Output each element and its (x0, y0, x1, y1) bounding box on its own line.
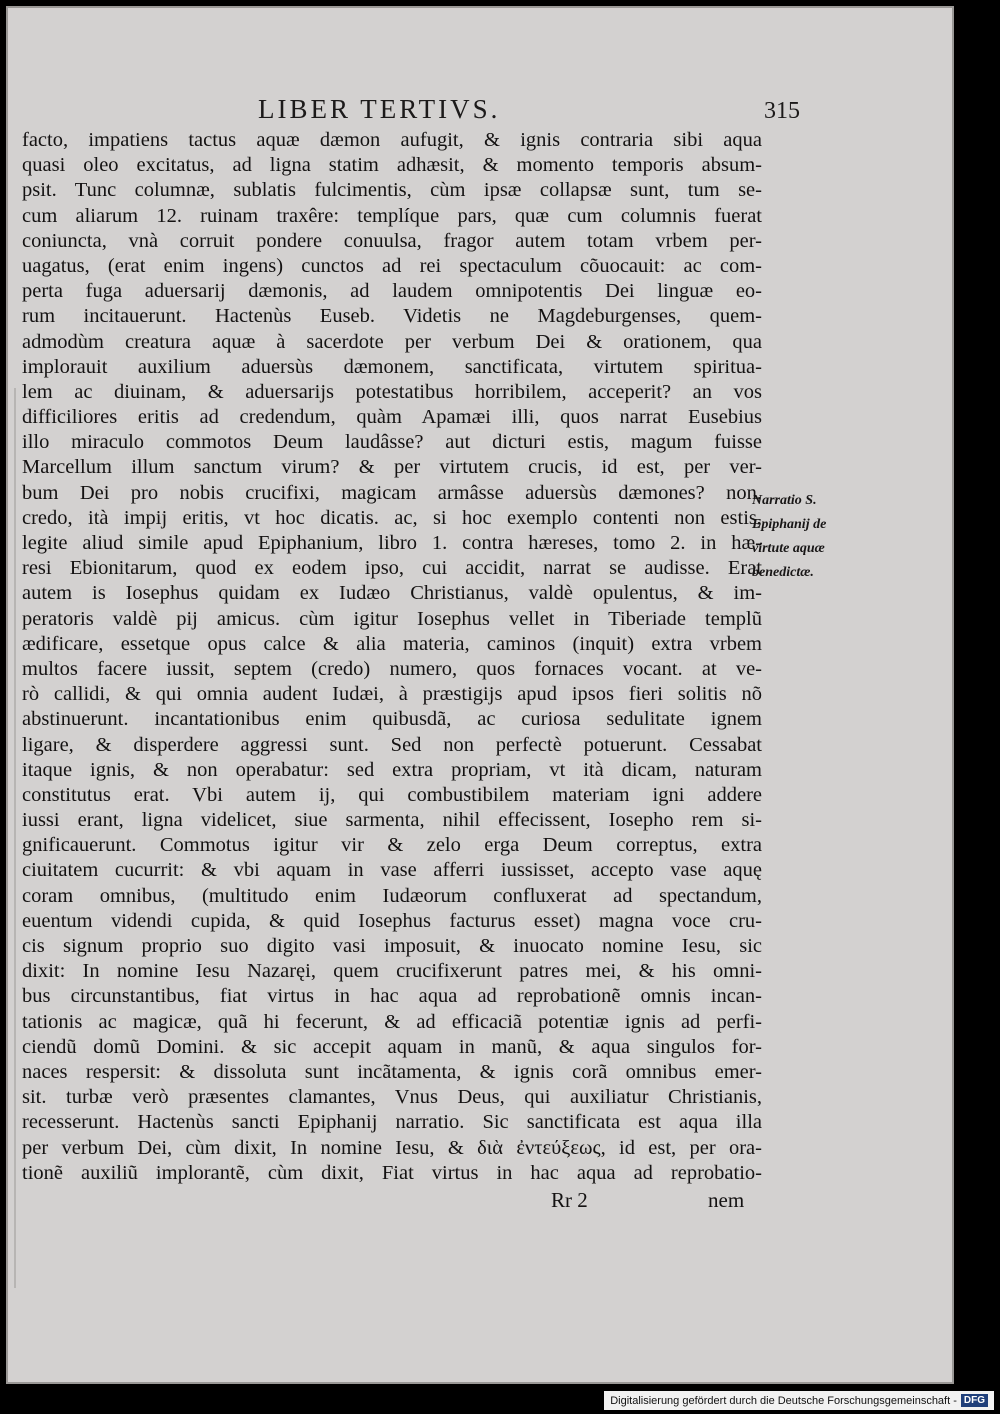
text-line: lem ac diuinam, & aduersarijs potestatibus horribilem, acceperit? an vos (22, 380, 762, 403)
text-line: coniuncta, vnà corruit pondere conuulsa, fragor autem totam vrbem per- (22, 229, 762, 252)
text-line: perta fuga aduersarij dæmonis, ad laudem omnipotentis Dei linguæ eo- (22, 280, 762, 303)
margin-note (752, 489, 862, 585)
running-header: LIBER TERTIVS. (258, 94, 501, 124)
text-line: sit. turbæ verò præsentes clamantes, Vnus Deus, qui auxiliatur Christianis, (22, 1086, 762, 1109)
text-line: itaque ignis, & non operabatur: sed extra propriam, vt ità dicam, naturam (22, 758, 762, 781)
text-line: quasi oleo excitatus, ad ligna statim adhæsit, & momento temporis absum- (22, 154, 762, 177)
text-line: naces respersit: & dissoluta sunt incãtamenta, & ignis corã omnibus emer- (22, 1060, 762, 1083)
text-line: implorauit auxilium aduersùs dæmonem, sanctificata, virtutem spiritua- (22, 355, 762, 378)
text-line: iussi erant, ligna videlicet, siue sarmenta, nihil effecissent, Iosepho rem si- (22, 809, 762, 832)
margin-note-line: benedictæ. (752, 565, 814, 580)
text-line: rò callidi, & qui omnia audent Iudæi, à præstigijs apud ipsos fieri solitis nõ (22, 683, 762, 706)
funding-text: Digitalisierung gefördert durch die Deutsche Forschungsgemeinschaft - (610, 1394, 957, 1407)
text-line: cis signum proprio suo digito vasi imposuit, & inuocato nomine Iesu, sic (22, 935, 762, 957)
text-line: coram omnibus, (multitudo enim Iudæorum confluxerat ad spectandum, (22, 884, 762, 907)
text-line: dixit: In nomine Iesu Nazaręi, quem crucifixerunt patres mei, & his omni- (22, 960, 762, 983)
text-line: uagatus, (erat enim ingens) cunctos ad rei spectaculum cõuocauit: ac com- (22, 254, 762, 277)
text-line: recesserunt. Hactenùs sancti Epiphanij narratio. Sic sanctificata est aqua illa (22, 1111, 762, 1134)
text-line: ædificare, essetque opus calce & alia materia, caminos (inquit) extra vrbem (22, 632, 762, 655)
text-line: difficiliores eritis ad credendum, quàm Apamæi illi, quos narrat Eusebius (22, 406, 762, 429)
text-line: peratoris valdè pij amicus. cùm igitur Iosephus vellet in Tiberiade templũ (22, 607, 762, 630)
text-line: Marcellum illum sanctum virum? & per virtutem crucis, id est, per ver- (22, 456, 762, 479)
text-line: bum Dei pro nobis crucifixi, magicam armâsse aduersùs dæmones? non, (22, 481, 762, 504)
catchword: nem (708, 1188, 745, 1212)
text-line: psit. Tunc columnæ, sublatis fulcimentis, cùm ipsæ collapsæ sunt, tum se- (22, 179, 762, 202)
text-line: autem is Iosephus quidam ex Iudæo Christianus, valdè opulentus, & im- (22, 582, 762, 605)
text-line: tationis ac magicæ, quã hi fecerunt, & ad efficaciã potentiæ ignis ad perfi- (22, 1010, 762, 1033)
book-page (6, 6, 954, 1384)
text-line: constitutus erat. Vbi autem ij, qui combustibilem materiam igni addere (22, 783, 762, 806)
text-line: abstinuerunt. incantationibus enim quibusdã, ac curiosa sedulitate ignem (22, 708, 762, 731)
body-text (22, 128, 762, 1186)
text-line: credo, ità impij eritis, vt hoc dicatis. ac, si hoc exemplo contenti non estis, (22, 506, 762, 529)
text-line: cum aliarum 12. ruinam traxêre: templíque pars, quæ cum columnis fuerat (22, 204, 762, 227)
text-line: tionẽ auxiliũ implorantẽ, cùm dixit, Fiat virtus in hac aqua ad reprobatio- (22, 1161, 762, 1184)
text-line: gnificauerunt. Commotus igitur vir & zelo erga Deum correptus, extra (22, 834, 762, 857)
text-line: rum incitauerunt. Hactenùs Euseb. Videtis ne Magdeburgenses, quem- (22, 305, 762, 328)
text-line: ciendũ domũ Domini. & sic accepit aquam in manũ, & aqua singulos for- (22, 1035, 762, 1058)
text-line: ciuitatem cucurrit: & vbi aquam in vase afferri iussisset, accepto vase aquę (22, 859, 762, 882)
text-line: resi Ebionitarum, quod ex eodem ipso, cui accidit, narrat se audisse. Erat (22, 557, 762, 580)
margin-note-line: virtute aquæ (752, 541, 825, 556)
text-line: euentum videndi cupida, & quid Iosephus facturus esset) magna voce cru- (22, 909, 762, 932)
binding-edge (14, 388, 16, 1288)
text-line: legite aliud simile apud Epiphanium, libro 1. contra hæreses, tomo 2. in hæ- (22, 532, 762, 554)
text-line: illo miraculo commotos Deum laudâsse? aut dicturi estis, magum fuisse (22, 431, 762, 454)
text-line: bus circunstantibus, fiat virtus in hac aqua ad reprobationẽ omnis incan- (22, 985, 762, 1008)
page-number: 315 (764, 98, 800, 124)
funding-footer (604, 1391, 994, 1410)
text-line: ligare, & disperdere aggressi sunt. Sed non perfectè potuerunt. Cessabat (22, 733, 762, 756)
signature-mark: Rr 2 (551, 1188, 588, 1212)
text-line: per verbum Dei, cùm dixit, In nomine Iesu, & διὰ ἐντεύξεως, id est, per ora- (22, 1136, 762, 1159)
text-line: multos facere iussit, septem (credo) numero, quos fornaces vocant. at ve- (22, 657, 762, 680)
dfg-logo: DFG (961, 1394, 988, 1407)
text-line: facto, impatiens tactus aquæ dæmon aufugit, & ignis contraria sibi aqua (22, 129, 762, 151)
text-line: admodùm creatura aquæ à sacerdote per verbum Dei & orationem, qua (22, 330, 762, 353)
margin-note-line: Narratio S. (752, 493, 817, 508)
margin-note-line: Epiphanij de (752, 517, 827, 532)
